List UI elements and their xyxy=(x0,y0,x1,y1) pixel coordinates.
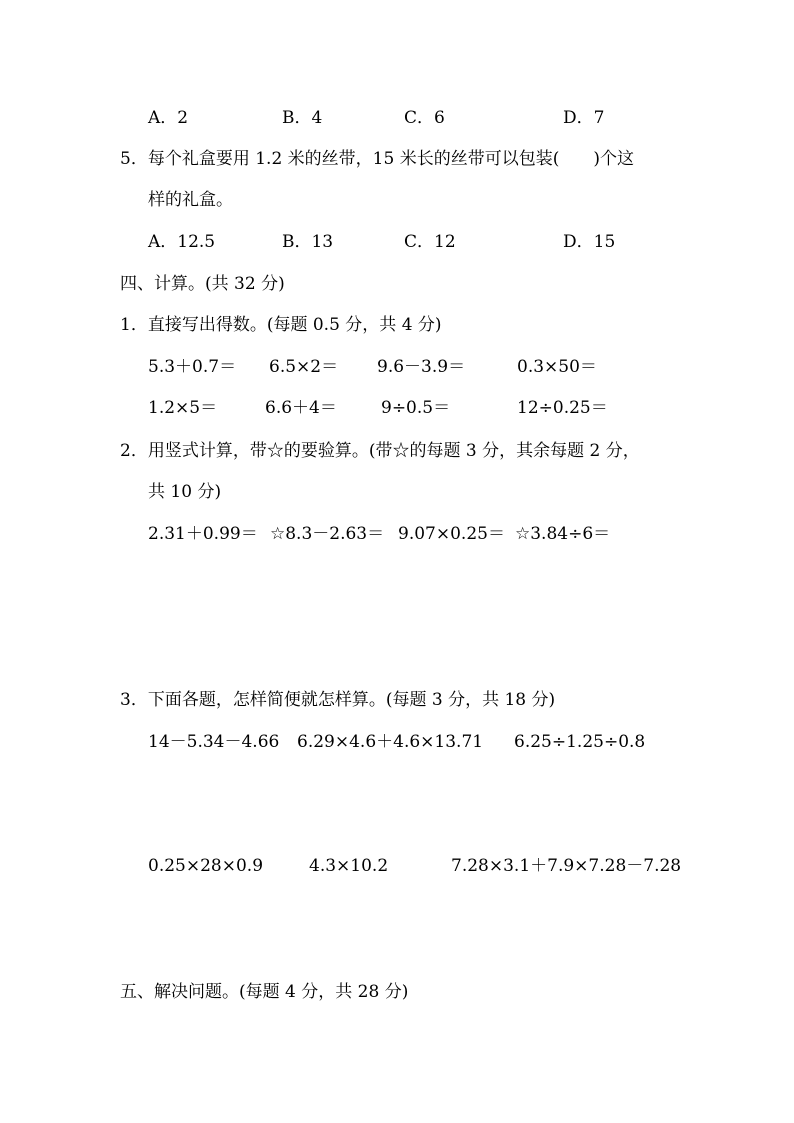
section4-part2-title-line1: 2．用竖式计算，带☆的要验算。(带☆的每题 3 分，其余每题 2 分， xyxy=(120,441,640,461)
simplify-calc-2: 6.29×4.6＋4.6×13.71 xyxy=(297,732,484,752)
oral-calc-7: 9÷0.5＝ xyxy=(381,398,451,418)
q5-option-c: C．12 xyxy=(404,232,456,252)
simplify-calc-6: 7.28×3.1＋7.9×7.28－7.28 xyxy=(451,856,682,876)
q4-option-d: D．7 xyxy=(563,108,605,128)
q4-option-c: C．6 xyxy=(404,108,445,128)
q4-option-b: B．4 xyxy=(282,108,323,128)
q5-question-line2: 样的礼盒。 xyxy=(148,190,233,210)
q5-question-line1 xyxy=(120,149,634,169)
section4-part1-title: 1．直接写出得数。(每题 0.5 分，共 4 分) xyxy=(120,315,442,335)
section4-title: 四、计算。(共 32 分) xyxy=(120,274,285,294)
oral-calc-8: 12÷0.25＝ xyxy=(517,398,608,418)
section5-title: 五、解决问题。(每题 4 分，共 28 分) xyxy=(120,982,409,1002)
vertical-calc-3: 9.07×0.25＝ xyxy=(398,524,505,544)
section4-part2-title-line2: 共 10 分) xyxy=(148,482,222,502)
q5-question-text-end: )个这 xyxy=(593,149,634,169)
q5-option-d: D．15 xyxy=(563,232,616,252)
vertical-calc-1: 2.31＋0.99＝ xyxy=(148,524,258,544)
q4-option-a: A．2 xyxy=(148,108,189,128)
vertical-calc-2: ☆8.3－2.63＝ xyxy=(270,524,385,544)
q5-option-a: A．12.5 xyxy=(148,232,216,252)
q5-question-text: 5．每个礼盒要用 1.2 米的丝带，15 米长的丝带可以包装( xyxy=(120,149,560,169)
oral-calc-2: 6.5×2＝ xyxy=(269,357,339,377)
vertical-calc-4: ☆3.84÷6＝ xyxy=(515,524,611,544)
section4-part3-title: 3．下面各题，怎样简便就怎样算。(每题 3 分，共 18 分) xyxy=(120,690,556,710)
simplify-calc-5: 4.3×10.2 xyxy=(309,856,389,876)
oral-calc-5: 1.2×5＝ xyxy=(148,398,218,418)
oral-calc-4: 0.3×50＝ xyxy=(517,357,597,377)
simplify-calc-4: 0.25×28×0.9 xyxy=(148,856,264,876)
q5-option-b: B．13 xyxy=(282,232,334,252)
simplify-calc-3: 6.25÷1.25÷0.8 xyxy=(514,732,646,752)
simplify-calc-1: 14－5.34－4.66 xyxy=(148,732,280,752)
oral-calc-1: 5.3＋0.7＝ xyxy=(148,357,237,377)
oral-calc-3: 9.6－3.9＝ xyxy=(377,357,466,377)
oral-calc-6: 6.6＋4＝ xyxy=(265,398,337,418)
